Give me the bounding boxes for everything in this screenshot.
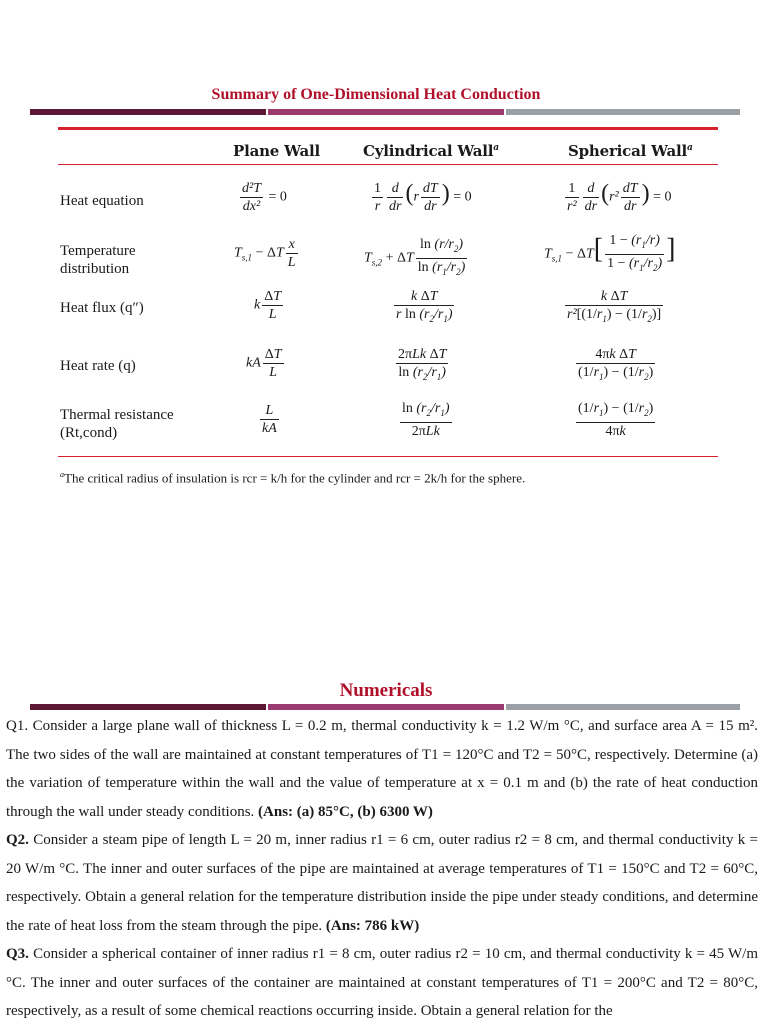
eq-sph-thermal-resistance: $\frac{(1/r_1) - (1/r_2)}{4\pi k}$ <box>578 401 654 439</box>
divider-segment-gray <box>506 704 740 710</box>
row-label-heat-flux: Heat flux (q″) <box>60 300 144 316</box>
eq-plane-temperature-distribution: $T_{s,1} - \Delta T$ $\frac{x}{L}$ <box>234 237 296 270</box>
question-1 <box>6 712 758 826</box>
eq-cyl-heat-flux: $\frac{\text{k ΔT}}{r \ln (r_2/r_1)}$ <box>396 289 453 324</box>
question-label: Q1. <box>6 718 29 734</box>
header-cylindrical-wall: Cylindrical Wall$^a$ <box>363 142 499 160</box>
divider-segment-magenta <box>268 704 504 710</box>
eq-sph-temperature-distribution: $T_{s,1} - \Delta T$[ $\frac{1 - (r_1/r)}{1 - (r_1/r_2)}$ ] <box>544 233 676 273</box>
question-text: Consider a large plane wall of thickness L = 0.2 m, thermal conductivity k = 1.2 W/m °C, and surface area A = 15 m². The two sides of the wall are maintained at constant temperatures of T1 = 120°C and T2 = 50°C, respectively. Determine (a) the variation of temperature within the wall and the value of temperature at x = 0.1 m and (b) the rate of heat conduction through the wall under steady conditions. <box>6 718 758 820</box>
table-top-rule <box>58 127 718 130</box>
numericals-divider-bar <box>30 704 740 710</box>
question-2 <box>6 826 758 940</box>
table-header-rule <box>58 164 718 165</box>
numericals-questions <box>6 712 758 1026</box>
eq-cyl-heat-equation: $\frac{1}{r}$ $\frac{d}{dr}$ (r $\frac{dT}{dr}$ ) = 0 <box>374 180 472 214</box>
header-plane-wall: Plane Wall <box>233 142 321 160</box>
numericals-title: Numericals <box>339 680 433 701</box>
eq-cyl-heat-rate: $\frac{\text{2πLk ΔT}}{\ln (r_2/r_1)}$ <box>398 347 447 382</box>
question-text: Consider a spherical container of inner radius r1 = 8 cm, outer radius r2 = 10 cm, and thermal conductivity k = 45 W/m °C. The inner and outer surfaces of the container are maintained at constant temperatures of T1 = 200°C and T2 = 80°C, respectively, as a result of some chemical reactions occurring inside. Obtain a general relation for the <box>6 946 758 1019</box>
divider-segment-magenta <box>268 109 504 115</box>
row-label-thermal-resistance: Thermal resistance (Rt,cond) <box>60 407 174 441</box>
eq-plane-heat-flux: k $\frac{\Delta T}{L}$ <box>254 289 282 322</box>
summary-title: Summary of One-Dimensional Heat Conduction <box>211 86 541 103</box>
eq-plane-heat-equation: $\frac{\text{d²T}}{\text{dx²}}$ = 0 <box>242 181 287 214</box>
divider-segment-dark <box>30 109 266 115</box>
eq-sph-heat-equation: $\frac{1}{\text{r²}}$ $\frac{d}{dr}$ (r² $\frac{dT}{dr}$ ) = 0 <box>567 180 672 214</box>
divider-segment-gray <box>506 109 740 115</box>
eq-sph-heat-flux: $\frac{\text{k ΔT}}{r^2[(1/r_1) - (1/r_2)]}$ <box>567 289 662 324</box>
table-footnote: $^a$The critical radius of insulation is rcr = k/h for the cylinder and rcr = 2k/h for the sphere. <box>60 470 526 486</box>
question-text: Consider a steam pipe of length L = 20 m, inner radius r1 = 6 cm, outer radius r2 = 8 cm, and thermal conductivity k = 20 W/m °C. The inner and outer surfaces of the pipe are maintained at average temperatures of T1 = 150°C and T2 = 60°C, respectively. Obtain a general relation for the temperature distribution inside the pipe under steady conditions, and determine the rate of heat loss from the steam through the pipe. <box>6 832 758 934</box>
row-label-heat-equation: Heat equation <box>60 193 144 209</box>
eq-plane-thermal-resistance: $\frac{L}{kA}$ <box>262 403 277 436</box>
row-label-heat-rate: Heat rate (q) <box>60 358 136 374</box>
table-bottom-rule <box>58 456 718 457</box>
question-label: Q3. <box>6 946 29 962</box>
eq-cyl-temperature-distribution: $T_{s,2} + \Delta T$ $\frac{\ln (r/r_2)}{\ln (r_1/r_2)}$ <box>364 237 466 277</box>
row-label-temperature-distribution: Temperature distribution <box>60 243 136 277</box>
divider-segment-dark <box>30 704 266 710</box>
question-label: Q2. <box>6 832 29 848</box>
eq-cyl-thermal-resistance: $\frac{\ln (r_2/r_1)}{\text{2πLk}}$ <box>402 401 450 439</box>
eq-sph-heat-rate: $\frac{\text{4πk ΔT}}{(1/r_1) - (1/r_2)}$ <box>578 347 654 382</box>
question-3 <box>6 940 758 1026</box>
question-answer: (Ans: 786 kW) <box>325 917 420 934</box>
conduction-summary-table <box>58 124 718 494</box>
header-spherical-wall: Spherical Wall$^a$ <box>568 142 693 160</box>
question-answer: (Ans: (a) 85°C, (b) 6300 W) <box>258 803 433 820</box>
title-divider-bar <box>30 109 740 115</box>
eq-plane-heat-rate: kA $\frac{\Delta T}{L}$ <box>246 347 282 380</box>
